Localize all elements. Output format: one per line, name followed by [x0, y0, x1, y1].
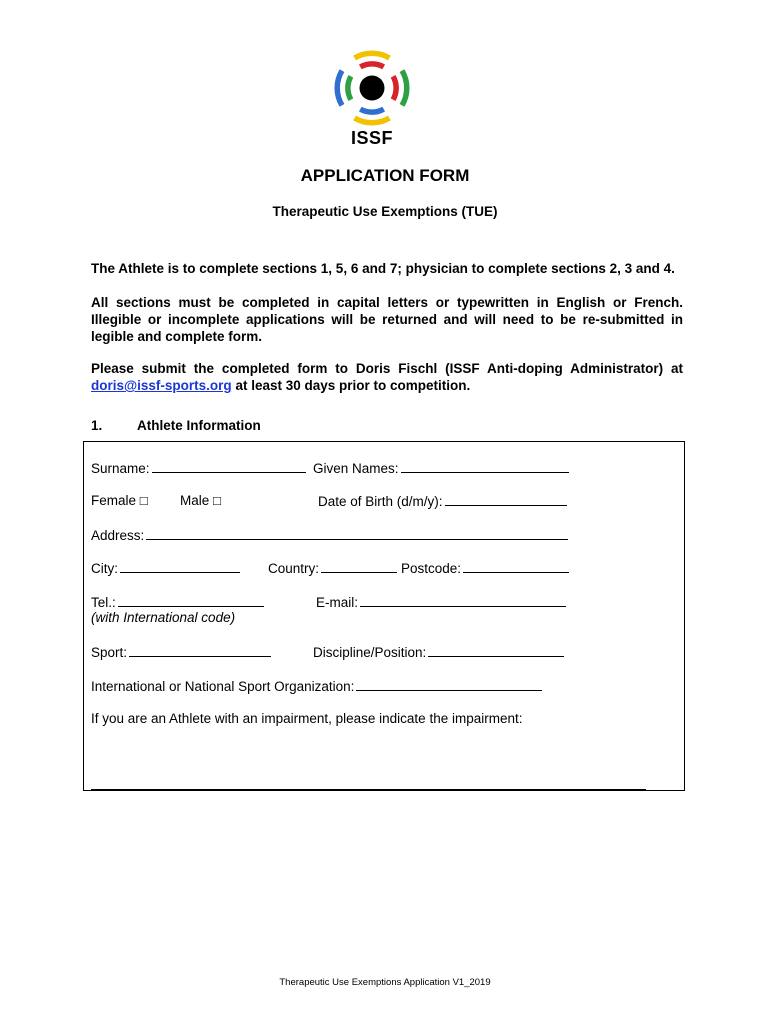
city-field[interactable] [91, 560, 240, 576]
sport-label: Sport: [91, 645, 128, 660]
tel-label: Tel.: [91, 595, 116, 610]
surname-label: Surname: [91, 461, 150, 476]
instruction-sections: The Athlete is to complete sections 1, 5, 6 and 7; physician to complete sections 2, 3 and 4. [91, 261, 675, 276]
tel-field[interactable] [91, 594, 264, 610]
city-line[interactable] [120, 560, 240, 573]
dob-line[interactable] [445, 493, 567, 506]
sport-field[interactable] [91, 644, 271, 660]
section-number: 1. [91, 418, 103, 433]
submit-text: Please submit the completed form to Doris Fischl (ISSF Anti-doping Administrator) at [91, 361, 683, 376]
male-checkbox[interactable]: Male □ [180, 493, 222, 508]
surname-field[interactable] [91, 460, 306, 476]
postcode-label: Postcode: [401, 561, 462, 576]
address-label: Address: [91, 528, 145, 543]
organization-label: International or National Sport Organization: [91, 679, 355, 694]
email-label: E-mail: [316, 595, 359, 610]
impairment-line[interactable] [91, 789, 646, 790]
instruction-language: All sections must be completed in capital letters or typewritten in English or French. Illegible or incomplete applications will be returned and will need to be re-submitted in legible and complete form. [91, 295, 683, 344]
section-title: Athlete Information [137, 418, 261, 433]
page-footer: Therapeutic Use Exemptions Application V1_2019 [279, 977, 491, 988]
given-names-field[interactable] [313, 460, 569, 476]
surname-line[interactable] [152, 460, 306, 473]
postcode-field[interactable] [401, 560, 569, 576]
email-line[interactable] [360, 594, 566, 607]
address-line[interactable] [146, 527, 568, 540]
impairment-label: If you are an Athlete with an impairment, please indicate the impairment: [91, 711, 523, 726]
postcode-line[interactable] [463, 560, 569, 573]
country-line[interactable] [321, 560, 397, 573]
logo-text: ISSF [350, 128, 393, 148]
email-field[interactable] [316, 594, 566, 610]
sport-line[interactable] [129, 644, 271, 657]
instruction-submit [91, 360, 683, 394]
tel-note: (with International code) [91, 610, 236, 625]
issf-logo-icon [334, 50, 410, 126]
discipline-line[interactable] [428, 644, 564, 657]
discipline-field[interactable] [313, 644, 564, 660]
discipline-label: Discipline/Position: [313, 645, 427, 660]
country-field[interactable] [268, 560, 397, 576]
email-link[interactable]: doris@issf-sports.org [91, 378, 232, 393]
dob-label: Date of Birth (d/m/y): [318, 494, 443, 509]
tel-line[interactable] [118, 594, 264, 607]
page-title: APPLICATION FORM [300, 166, 470, 185]
dob-field[interactable] [318, 493, 567, 509]
submit-text-end: at least 30 days prior to competition. [231, 378, 471, 393]
given-names-line[interactable] [401, 460, 569, 473]
given-names-label: Given Names: [313, 461, 399, 476]
organization-field[interactable] [91, 678, 542, 694]
country-label: Country: [268, 561, 320, 576]
organization-line[interactable] [356, 678, 542, 691]
female-checkbox[interactable]: Female □ [91, 493, 148, 508]
page-subtitle: Therapeutic Use Exemptions (TUE) [272, 204, 498, 219]
address-field[interactable] [91, 527, 568, 543]
city-label: City: [91, 561, 118, 576]
